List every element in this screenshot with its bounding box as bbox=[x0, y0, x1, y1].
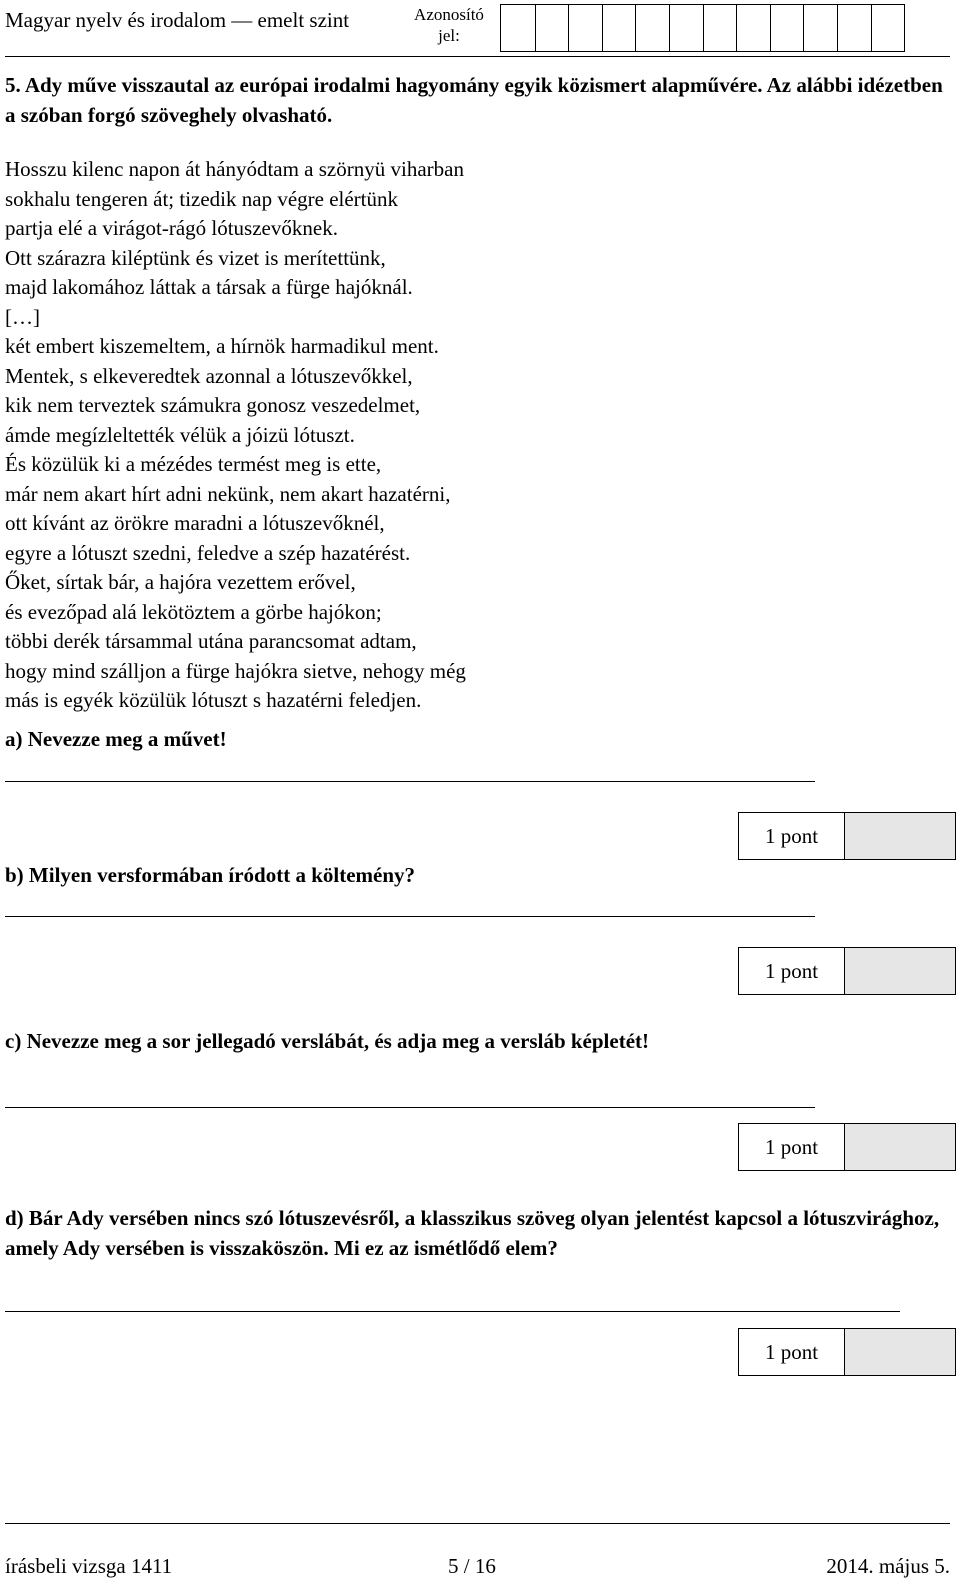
id-box[interactable] bbox=[837, 5, 871, 51]
poem-line: És közülük ki a mézédes termést meg is ette, bbox=[5, 452, 382, 476]
score-input[interactable] bbox=[845, 813, 955, 859]
answer-line-d[interactable] bbox=[5, 1311, 900, 1312]
subquestion-b: b) Milyen versformában íródott a költemény? bbox=[5, 863, 416, 887]
score-input[interactable] bbox=[845, 948, 955, 994]
score-label: 1 pont bbox=[739, 813, 845, 859]
poem-line: kik nem terveztek számukra gonosz veszedelmet, bbox=[5, 393, 421, 417]
question-title: 5. Ady műve visszautal az európai irodalmi hagyomány egyik közismert alapművére. Az alábbi idézetben a szóban forgó szöveghely olvasható. bbox=[5, 73, 943, 127]
poem-line: Őket, sírtak bár, a hajóra vezettem erővel, bbox=[5, 570, 356, 594]
score-label: 1 pont bbox=[739, 948, 845, 994]
poem-line: egyre a lótuszt szedni, feledve a szép hazatérést. bbox=[5, 540, 411, 565]
poem-line: ámde megízleltették vélük a jóizü lótuszt. bbox=[5, 422, 355, 447]
id-box[interactable] bbox=[635, 5, 669, 51]
poem-line: […] bbox=[5, 304, 40, 329]
header-subject: Magyar nyelv és irodalom — emelt szint bbox=[5, 8, 350, 32]
poem-line: majd lakomához láttak a társak a fürge hajóknál. bbox=[5, 275, 413, 299]
id-box[interactable] bbox=[770, 5, 804, 51]
subquestion-c: c) Nevezze meg a sor jellegadó verslábát, és adja meg a versláb képletét! bbox=[5, 1029, 650, 1053]
poem-excerpt bbox=[5, 155, 466, 716]
id-box[interactable] bbox=[568, 5, 602, 51]
poem-line: más is egyék közülük lótuszt s hazatérni feledjen. bbox=[5, 688, 422, 712]
poem-line: Ott szárazra kiléptünk és vizet is merítettünk, bbox=[5, 245, 386, 270]
id-boxes bbox=[500, 4, 905, 52]
footer-page-number: 5 / 16 bbox=[448, 1554, 496, 1578]
score-input[interactable] bbox=[845, 1124, 955, 1170]
score-label: 1 pont bbox=[739, 1329, 845, 1375]
id-label: Azonosító jel: bbox=[414, 5, 484, 45]
poem-line: ott kívánt az örökre maradni a lótuszevőknél, bbox=[5, 511, 385, 535]
poem-line: partja elé a virágot-rágó lótuszevőknek. bbox=[5, 216, 338, 240]
poem-line: két embert kiszemeltem, a hírnök harmadikul ment. bbox=[5, 334, 439, 358]
id-box[interactable] bbox=[803, 5, 837, 51]
id-box[interactable] bbox=[736, 5, 770, 51]
poem-line: már nem akart hírt adni nekünk, nem akart hazatérni, bbox=[5, 481, 451, 506]
score-box-b bbox=[738, 947, 956, 995]
poem-line: és evezőpad alá lekötöztem a görbe hajókon; bbox=[5, 599, 382, 624]
score-label: 1 pont bbox=[739, 1124, 845, 1170]
id-box[interactable] bbox=[871, 5, 905, 51]
answer-line-c[interactable] bbox=[5, 1107, 815, 1108]
answer-line-a[interactable] bbox=[5, 781, 815, 782]
answer-line-b[interactable] bbox=[5, 916, 815, 917]
score-box-d bbox=[738, 1328, 956, 1376]
footer-date: 2014. május 5. bbox=[826, 1554, 950, 1578]
score-input[interactable] bbox=[845, 1329, 955, 1375]
score-box-c bbox=[738, 1123, 956, 1171]
footer-exam-code: írásbeli vizsga 1411 bbox=[5, 1554, 173, 1578]
subquestion-d: d) Bár Ady versében nincs szó lótuszevésről, a klasszikus szöveg olyan jelentést kapcsol a lótuszvirághoz, amely Ady versében is visszaköszön. Mi ez az ismétlődő elem? bbox=[5, 1206, 940, 1260]
id-box[interactable] bbox=[669, 5, 703, 51]
poem-line: többi derék társammal utána parancsomat adtam, bbox=[5, 629, 417, 653]
poem-line: sokhalu tengeren át; tizedik nap végre elértünk bbox=[5, 186, 399, 211]
poem-line: Hosszu kilenc napon át hányódtam a szörnyü viharban bbox=[5, 157, 464, 181]
poem-line: hogy mind szálljon a fürge hajókra sietve, nehogy még bbox=[5, 658, 466, 683]
poem-line: Mentek, s elkeveredtek azonnal a lótuszevőkkel, bbox=[5, 363, 413, 388]
id-box[interactable] bbox=[535, 5, 569, 51]
subquestion-a: a) Nevezze meg a művet! bbox=[5, 727, 227, 751]
header-divider bbox=[5, 56, 950, 57]
id-box[interactable] bbox=[703, 5, 737, 51]
footer-divider bbox=[5, 1523, 950, 1524]
score-box-a bbox=[738, 812, 956, 860]
id-box[interactable] bbox=[602, 5, 636, 51]
id-box[interactable] bbox=[501, 5, 535, 51]
